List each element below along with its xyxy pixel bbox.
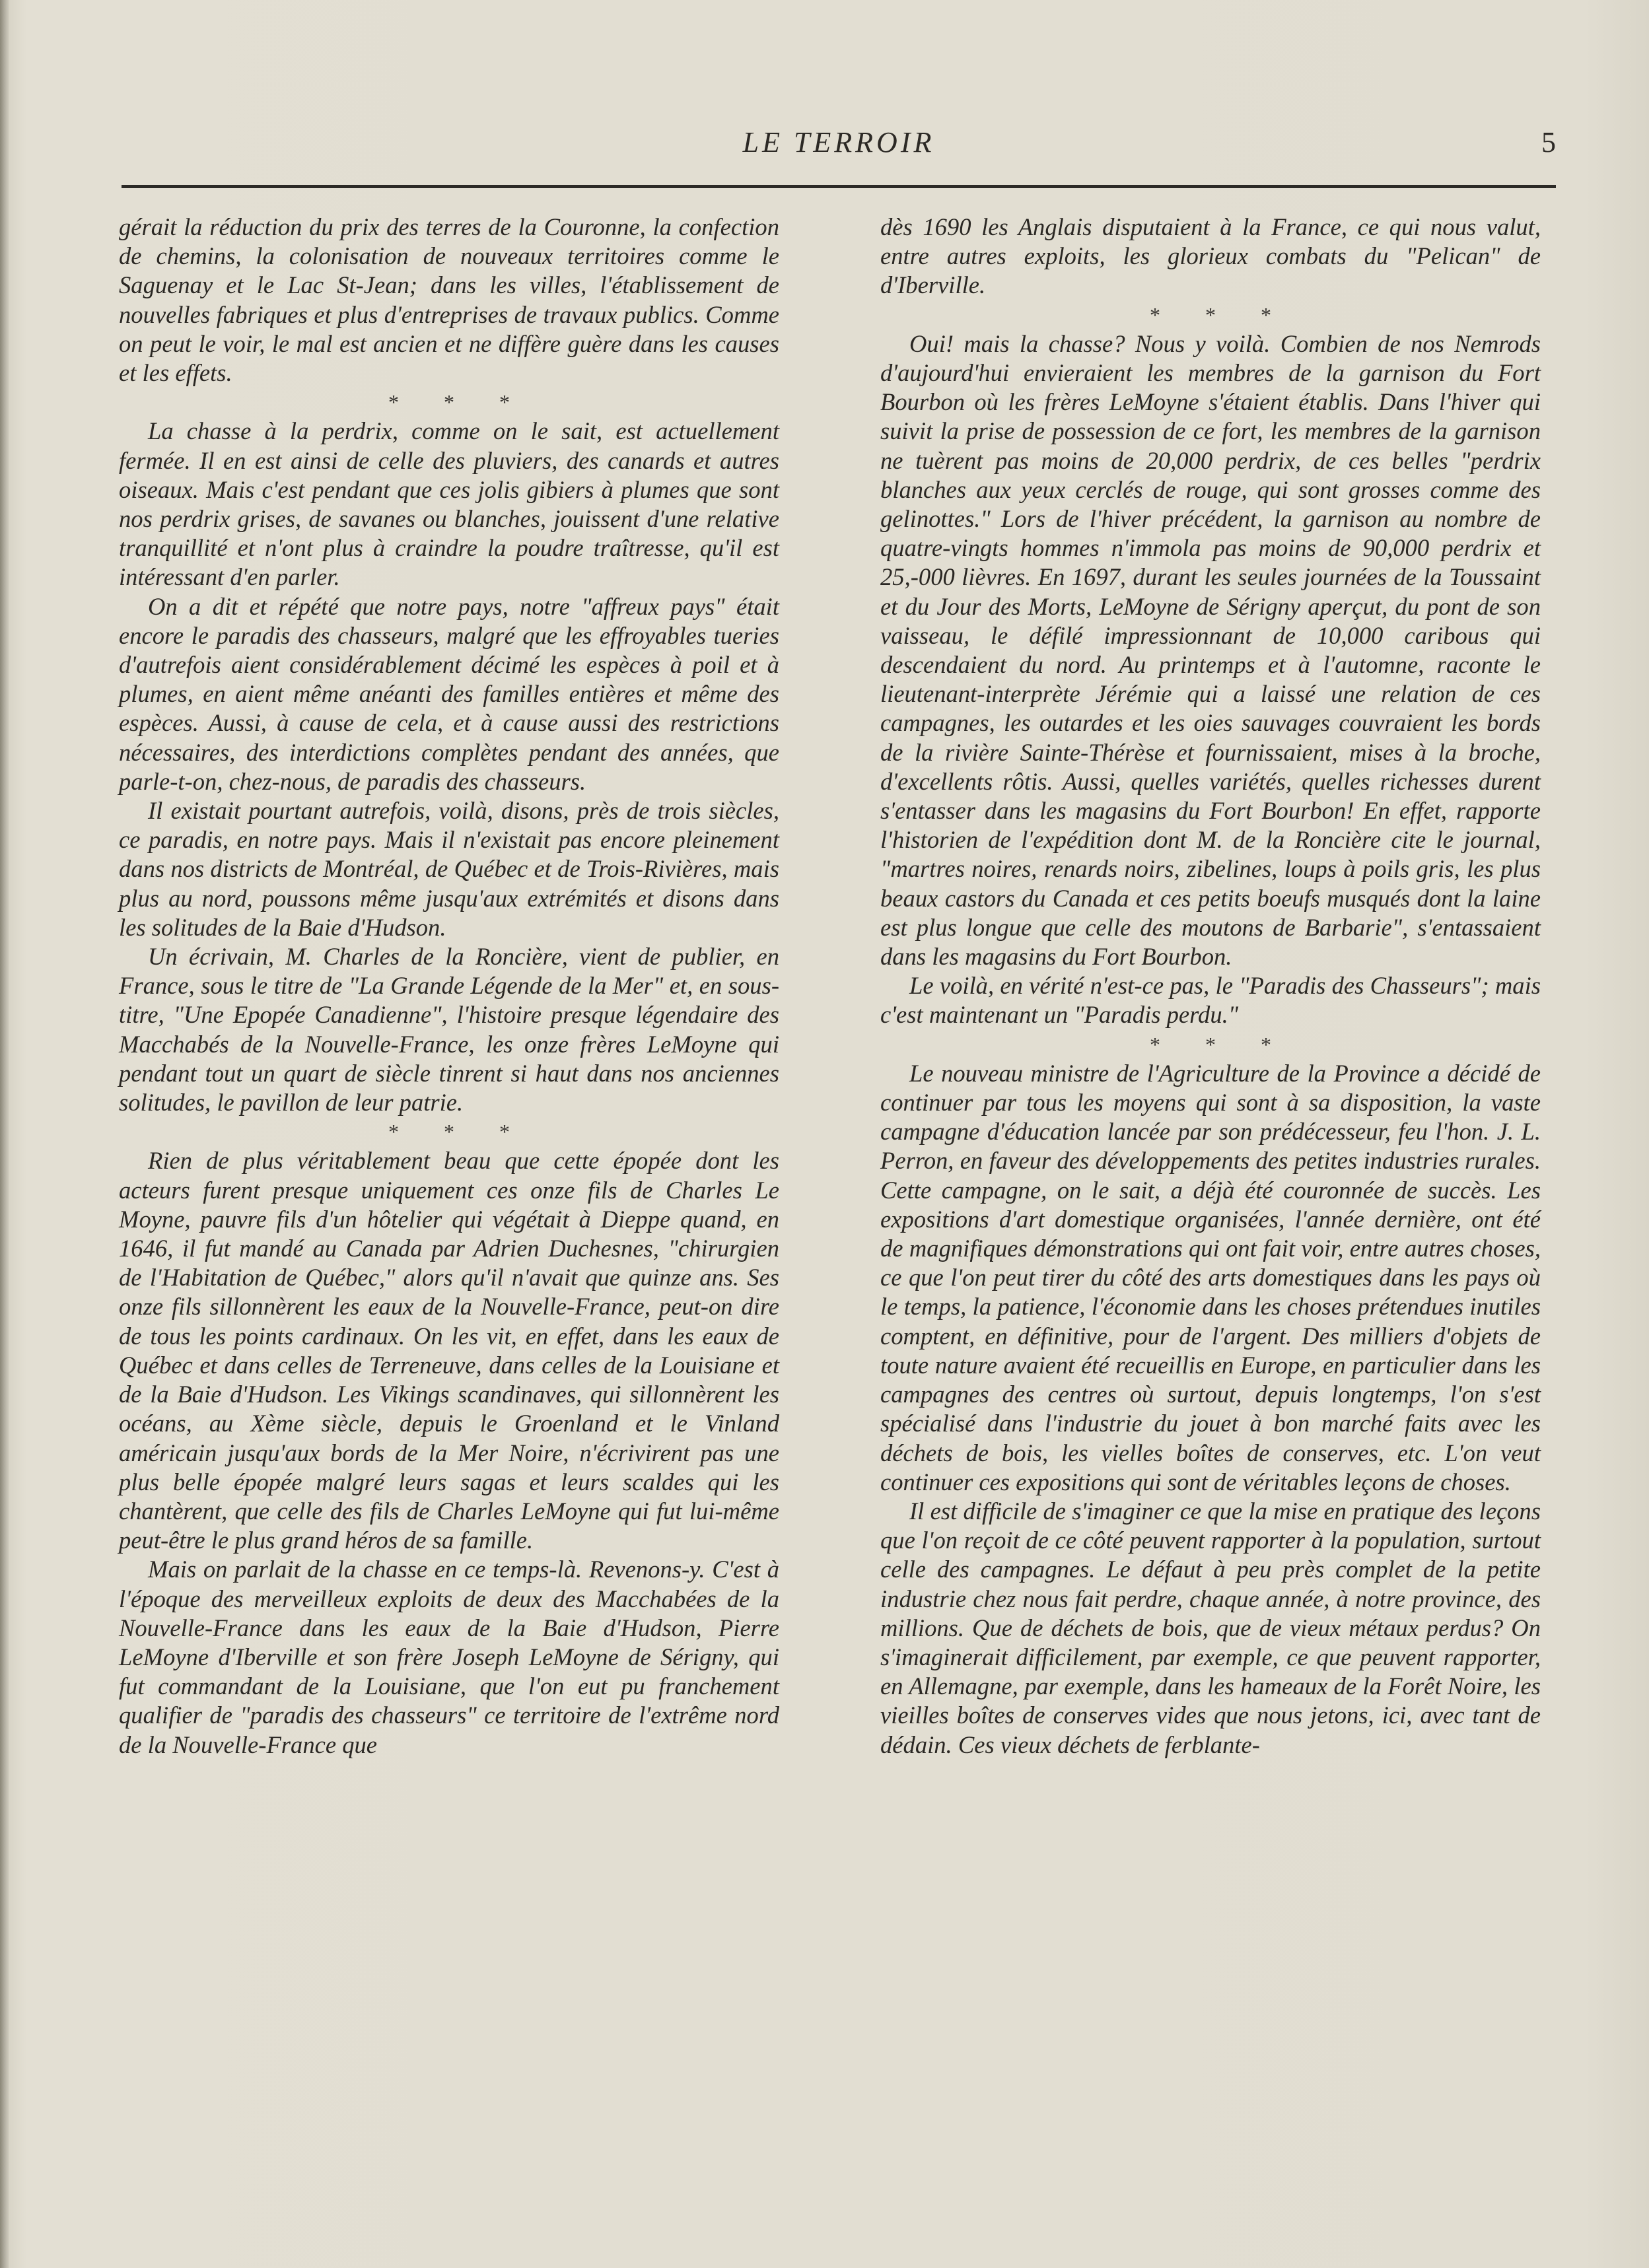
- paragraph: Le voilà, en vérité n'est-ce pas, le "Paradis des Chasseurs"; mais c'est maintenant un "Paradis perdu.": [880, 972, 1541, 1029]
- header-rule: [122, 185, 1556, 188]
- paragraph: Le nouveau ministre de l'Agriculture de la Province a décidé de continuer par tous les moyens qui sont à sa disposition, la vaste campagne d'éducation lancée par son prédécesseur, feu l'hon. J. L. Perron, en faveur des développements des petites industries rurales. Cette campagne, on le sait, a déjà été couronnée de succès. Les expositions d'art domestique organisées, l'année dernière, ont été de magnifiques démonstrations qui ont fait voir, entre autres choses, ce que l'on peut tirer du côté des arts domestiques dans les pays où le temps, la patience, l'économie dans les choses prétendues inutiles comptent, en définitive, pour de l'argent. Des milliers d'objets de toute nature avaient été recueillis en Europe, en particulier dans les campagnes des centres où surtout, depuis longtemps, l'on s'est spécialisé dans l'industrie du jouet à bon marché faits avec les déchets de bois, les vielles boîtes de conserves, etc. L'on veut continuer ces expositions qui sont de véritables leçons de choses.: [880, 1059, 1541, 1495]
- running-title: LE TERROIR: [742, 126, 935, 158]
- page-number: 5: [1541, 126, 1556, 158]
- paragraph: Il est difficile de s'imaginer ce que la mise en pratique des leçons que l'on reçoit de ce côté peuvent rapporter à la population, surtout celle des campagnes. Le défaut à peu près complet de la petite industrie chez nous fait perdre, chaque année, à notre province, des millions. Que de déchets de bois, que de vieux métaux perdus? On s'imaginerait difficilement, par exemple, ce que peuvent rapporter, en Allemagne, par exemple, dans les hameaux de la Forêt Noire, les vieilles boîtes de conserves vides que nous jetons, ici, avec tant de dédain. Ces vieux déchets de ferblante-: [880, 1497, 1541, 1758]
- paragraph: gérait la réduction du prix des terres de la Couronne, la confection de chemins, la colonisation de nouveaux territoires comme le Saguenay et le Lac St-Jean; dans les villes, l'établissement de nouvelles fabriques et plus d'entreprises de travaux publics. Comme on peut le voir, le mal est ancien et ne diffère guère dans les causes et les effets.: [119, 213, 779, 387]
- right-column: [880, 213, 1541, 1760]
- section-divider: * * *: [388, 390, 530, 415]
- paragraph: Un écrivain, M. Charles de la Roncière, vient de publier, en France, sous le titre de "La Grande Légende de la Mer" et, en sous-titre, "Une Epopée Canadienne", l'histoire presque légendaire des Macchabés de la Nouvelle-France, les onze frères LeMoyne qui pendant tout un quart de siècle tinrent si haut dans nos anciennes solitudes, le pavillon de leur patrie.: [119, 943, 779, 1117]
- section-divider: * * *: [1150, 302, 1291, 327]
- paragraph: Mais on parlait de la chasse en ce temps-là. Revenons-y. C'est à l'époque des merveilleux exploits de deux des Macchabées de la Nouvelle-France dans les eaux de la Baie d'Hudson, Pierre LeMoyne d'Iberville et son frère Joseph LeMoyne de Sérigny, qui fut commandant de la Louisiane, que l'on eut pu franchement qualifier de "paradis des chasseurs" ce territoire de l'extrême nord de la Nouvelle-France que: [119, 1556, 779, 1758]
- paragraph: On a dit et répété que notre pays, notre "affreux pays" était encore le paradis des chasseurs, malgré que les effroyables tueries d'autrefois aient considérablement décimé les espèces à poil et à plumes, en aient même anéanti des familles entières et même des espèces. Aussi, à cause de cela, et à cause aussi des restrictions nécessaires, des interdictions complètes pendant des années, que parle-t-on, chez-nous, de paradis des chasseurs.: [119, 592, 779, 795]
- section-divider: * * *: [388, 1120, 530, 1144]
- paragraph: Il existait pourtant autrefois, voilà, disons, près de trois siècles, ce paradis, en notre pays. Mais il n'existait pas encore pleinement dans nos districts de Montréal, de Québec et de Trois-Rivières, mais plus au nord, poussons même jusqu'aux extrémités et disons dans les solitudes de la Baie d'Hudson.: [119, 797, 779, 941]
- paragraph: Oui! mais la chasse? Nous y voilà. Combien de nos Nemrods d'aujourd'hui envieraient les membres de la garnison du Fort Bourbon où les frères LeMoyne s'étaient établis. Dans l'hiver qui suivit la prise de possession de ce fort, les membres de la garnison ne tuèrent pas moins de 20,000 perdrix, de ces belles "perdrix blanches aux yeux cerclés de rouge, qui sont grosses comme des gelinottes." Lors de l'hiver précédent, la garnison au nombre de quatre-vingts hommes n'immola pas moins de 90,000 perdrix et 25,-000 lièvres. En 1697, durant les seules journées de la Toussaint et du Jour des Morts, LeMoyne de Sérigny aperçut, du pont de son vaisseau, le défilé impressionnant de 10,000 caribous qui descendaient du nord. Au printemps et à l'automne, raconte le lieutenant-interprète Jérémie qui a laissé une relation de ces campagnes, les outardes et les oies sauvages couvraient les bords de la rivière Sainte-Thérèse et fournissaient, mises à la broche, d'excellents rôtis. Aussi, quelles variétés, quelles richesses durent s'entasser dans les magasins du Fort Bourbon! En effet, rapporte l'historien de l'expédition dont M. de la Roncière cite le journal, "martres noires, renards noirs, zibelines, loups à poils gris, les plus beaux castors du Canada et ces petits boeufs musqués dont la laine est plus longue que celle des moutons de Barbarie", s'entassaient dans les magasins du Fort Bourbon.: [880, 329, 1541, 971]
- paragraph: Rien de plus véritablement beau que cette épopée dont les acteurs furent presque uniquement ces onze fils de Charles Le Moyne, pauvre fils d'un hôtelier qui végétait à Dieppe quand, en 1646, il fut mandé au Canada par Adrien Duchesnes, "chirurgien de l'Habitation de Québec," alors qu'il n'avait que quinze ans. Ses onze fils sillonnèrent les eaux de la Nouvelle-France, peut-on dire de tous les points cardinaux. On les vit, en effet, dans les eaux de Québec et dans celles de Terreneuve, dans celles de la Louisiane et de la Baie d'Hudson. Les Vikings scandinaves, qui sillonnèrent les océans, au Xème siècle, depuis le Groenland et le Vinland américain jusqu'aux bords de la Mer Noire, n'écrivirent pas une plus belle épopée malgré leurs sagas et leurs scaldes qui les chantèrent, que celle des fils de Charles LeMoyne qui fut lui-même peut-être le plus grand héros de sa famille.: [119, 1147, 779, 1554]
- paragraph: La chasse à la perdrix, comme on le sait, est actuellement fermée. Il en est ainsi de celle des pluviers, des canards et autres oiseaux. Mais c'est pendant que ces jolis gibiers à plumes que sont nos perdrix grises, de savanes ou blanches, jouissent d'une relative tranquillité et n'ont plus à craindre la poudre traîtresse, qu'il est intéressant d'en parler.: [119, 417, 779, 591]
- running-header: [122, 125, 1556, 165]
- left-column: [119, 213, 779, 1760]
- paragraph: dès 1690 les Anglais disputaient à la France, ce qui nous valut, entre autres exploits, les glorieux combats du "Pelican" de d'Iberville.: [880, 213, 1541, 299]
- binding-edge: [0, 0, 9, 2268]
- section-divider: * * *: [1150, 1032, 1291, 1056]
